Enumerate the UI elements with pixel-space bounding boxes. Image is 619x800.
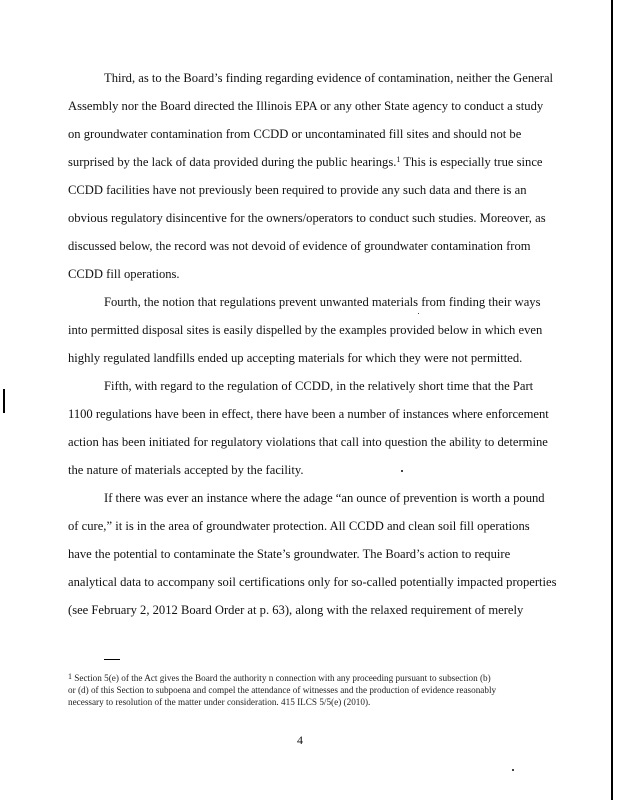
body-line: obvious regulatory disincentive for the owners/operators to conduct such studies. Moreover, as	[68, 211, 546, 225]
scan-speck	[512, 769, 514, 771]
footnote-line	[68, 673, 491, 684]
body-line: (see February 2, 2012 Board Order at p. 63), along with the relaxed requirement of merely	[68, 603, 524, 617]
body-line: the nature of materials accepted by the facility.	[68, 463, 304, 477]
body-line: discussed below, the record was not devoid of evidence of groundwater contamination from	[68, 239, 531, 253]
body-line: highly regulated landfills ended up accepting materials for which they were not permitted.	[68, 351, 523, 365]
footnote-number: 1	[68, 672, 72, 681]
body-line: If there was ever an instance where the adage “an ounce of prevention is worth a pound	[104, 491, 545, 505]
body-line: on groundwater contamination from CCDD or uncontaminated fill sites and should not be	[68, 127, 522, 141]
body-line: analytical data to accompany soil certifications only for so-called potentially impacted properties	[68, 575, 557, 589]
footnote-separator	[104, 659, 120, 660]
footnote-text: Section 5(e) of the Act gives the Board the authority n connection with any proceeding pursuant to subsection (b)	[74, 673, 491, 683]
body-text: surprised by the lack of data provided during the public hearings.	[68, 155, 397, 169]
body-line: have the potential to contaminate the State’s groundwater. The Board’s action to require	[68, 547, 511, 561]
body-line: action has been initiated for regulatory violations that call into question the ability to determine	[68, 435, 548, 449]
body-line: Third, as to the Board’s finding regarding evidence of contamination, neither the General	[104, 71, 554, 85]
body-line: Fourth, the notion that regulations prevent unwanted materials from finding their ways	[104, 295, 541, 309]
footnote-reference[interactable]: 1	[396, 155, 401, 164]
body-text: This is especially true since	[400, 155, 543, 169]
body-line: of cure,” it is in the area of groundwater protection. All CCDD and clean soil fill operations	[68, 519, 530, 533]
body-line: 1100 regulations have been in effect, there have been a number of instances where enforcement	[68, 407, 549, 421]
body-line-with-footnote	[68, 155, 543, 169]
right-margin-bar	[611, 0, 613, 800]
body-line: CCDD facilities have not previously been required to provide any such data and there is an	[68, 183, 527, 197]
left-change-bar	[3, 389, 5, 413]
footnote-line: or (d) of this Section to subpoena and compel the attendance of witnesses and the production of evidence reasonably	[68, 685, 497, 695]
body-line: into permitted disposal sites is easily dispelled by the examples provided below in which even	[68, 323, 543, 337]
body-line: Assembly nor the Board directed the Illinois EPA or any other State agency to conduct a study	[68, 99, 544, 113]
body-line: CCDD fill operations.	[68, 267, 180, 281]
page-number: 4	[297, 733, 303, 747]
footnote-line: necessary to resolution of the matter under consideration. 415 ILCS 5/5(e) (2010).	[68, 697, 371, 707]
scan-speck	[401, 470, 403, 472]
body-line: Fifth, with regard to the regulation of CCDD, in the relatively short time that the Part	[104, 379, 534, 393]
scan-speck	[418, 313, 419, 314]
